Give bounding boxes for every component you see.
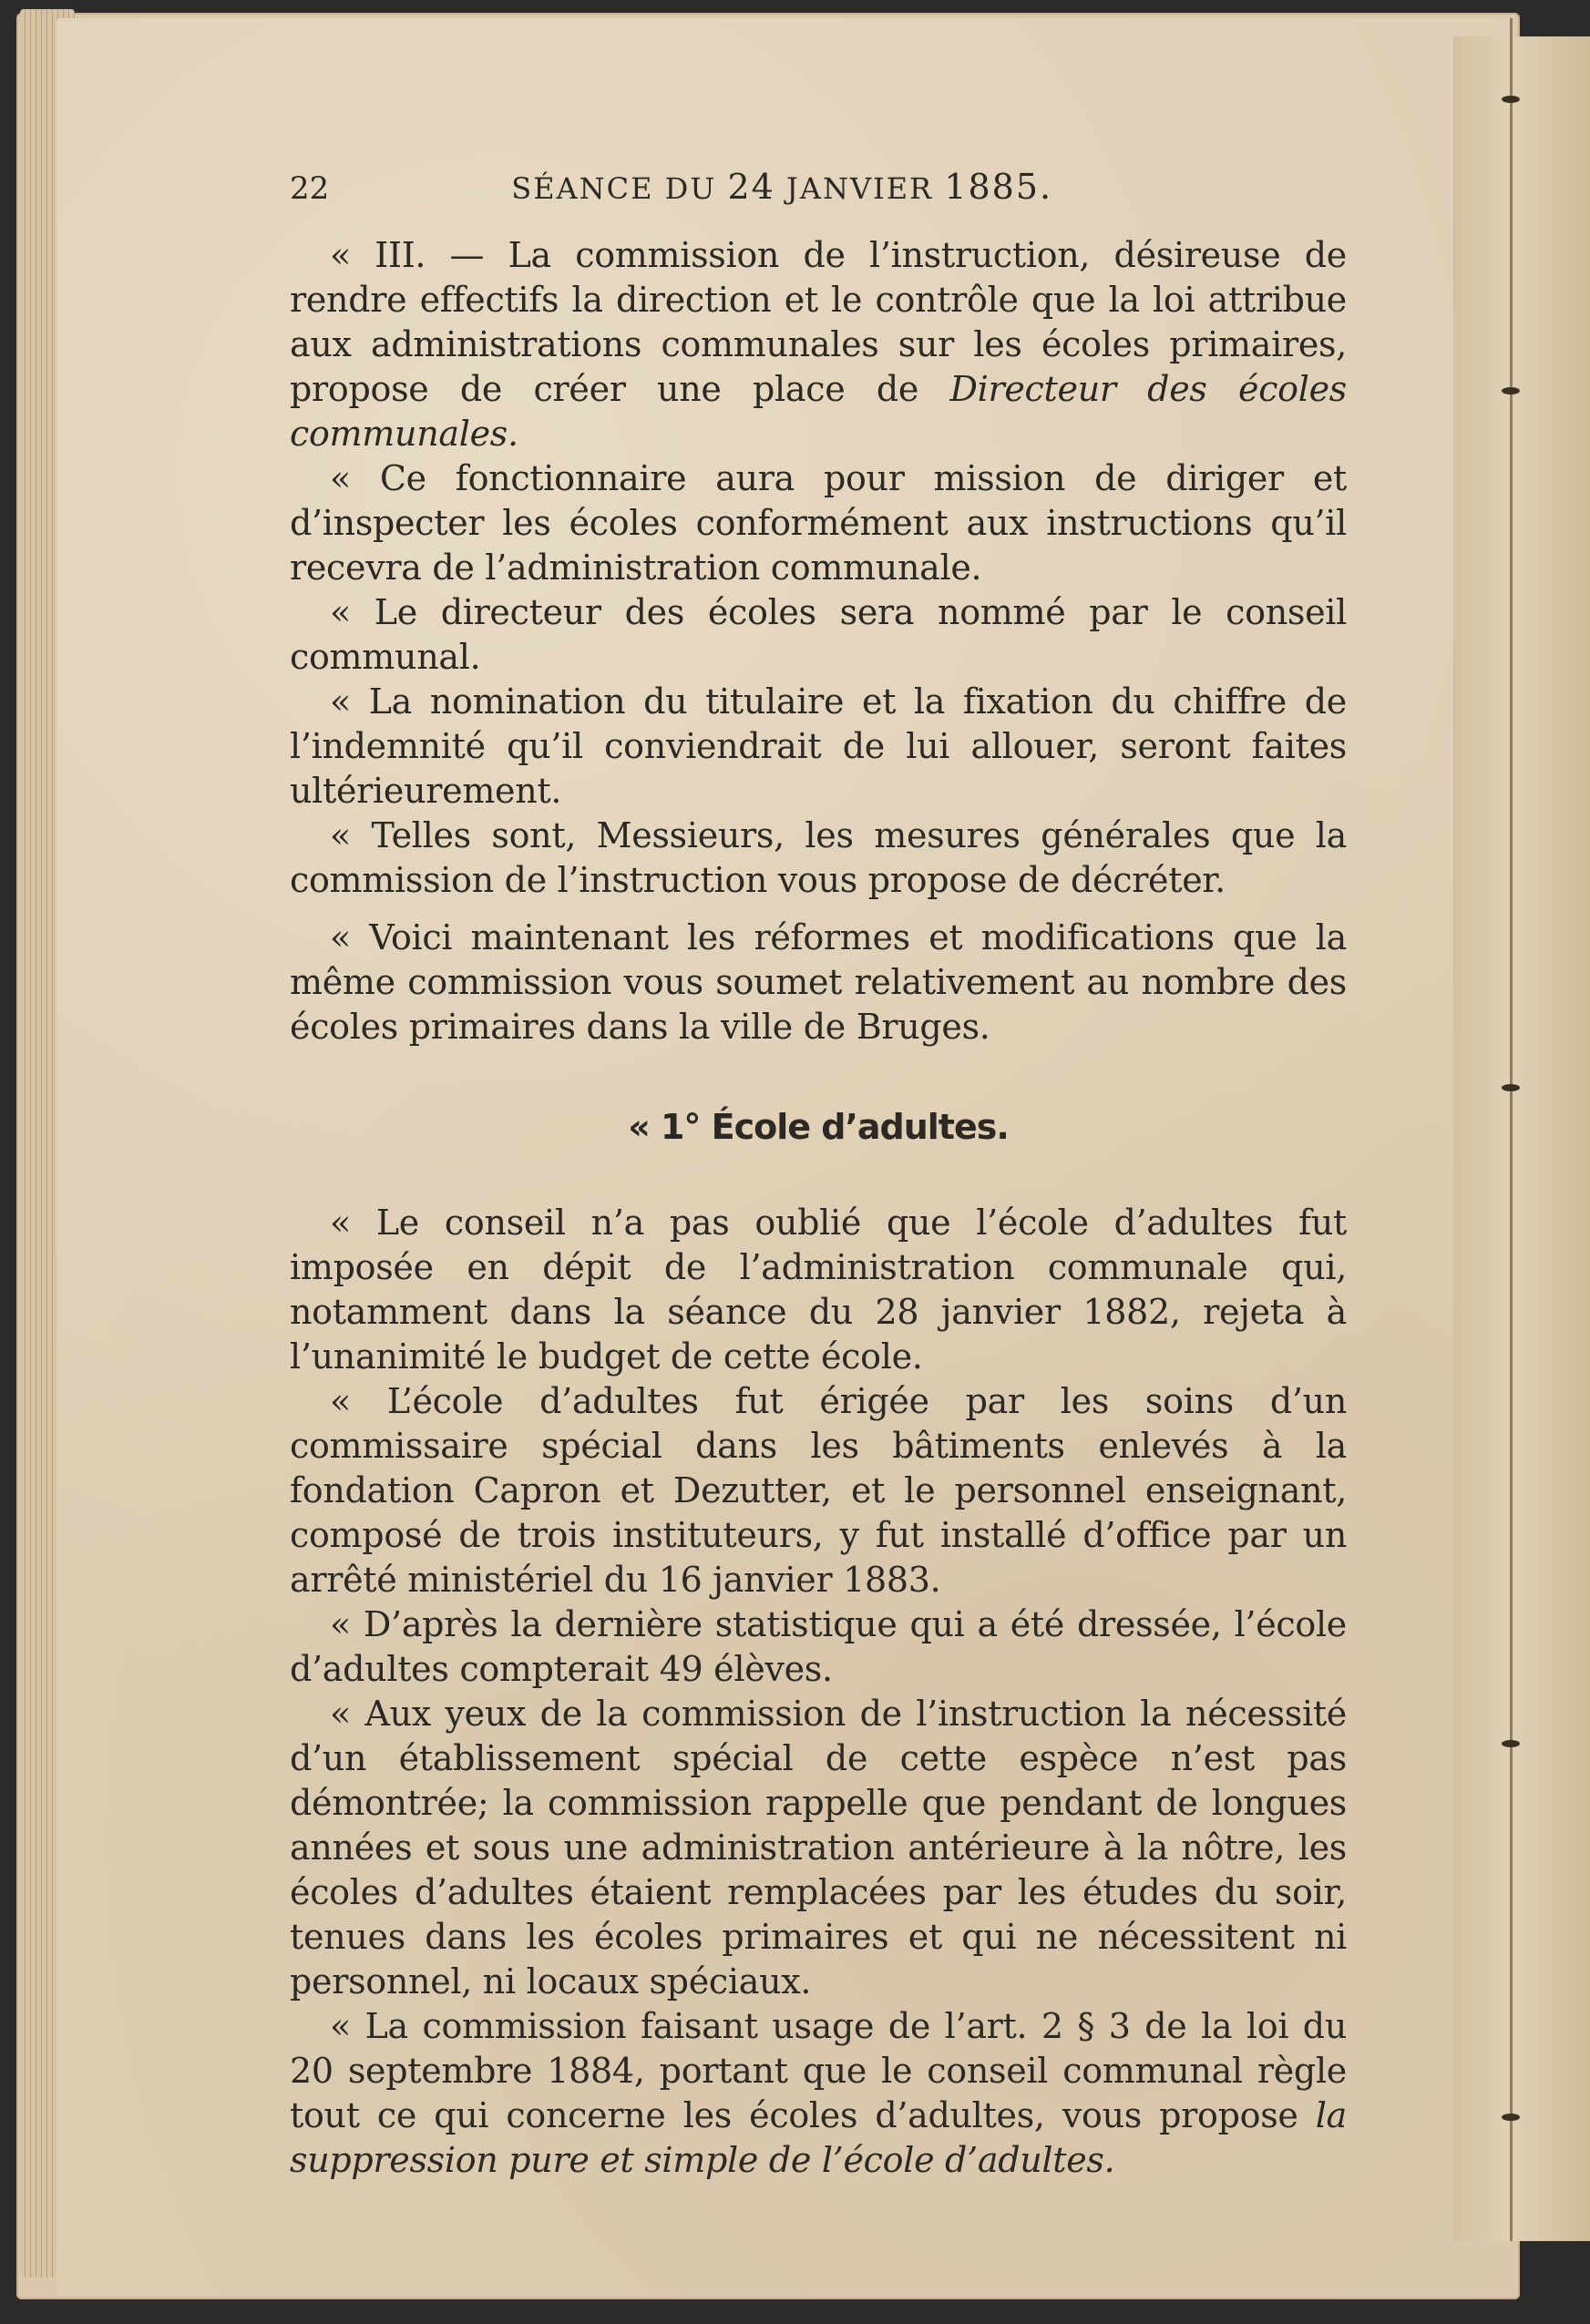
- binding-gutter: [1510, 18, 1513, 2241]
- binding-stitch: [1502, 96, 1520, 103]
- page-number: 22: [290, 170, 330, 207]
- italic-emphasis: Directeur des écoles communales.: [290, 369, 1347, 454]
- binding-stitch: [1502, 387, 1520, 394]
- paragraph-text: « Voici maintenant les réformes et modifications que la même commission vous soumet relativement au nombre des écoles primaires dans la ville de Bruges.: [290, 917, 1347, 1047]
- paragraph: [290, 1379, 1347, 1602]
- running-title: [511, 164, 1052, 211]
- paragraph-text: « Aux yeux de la commission de l’instruction la nécessité d’un établissement spécial de cette espèce n’est pas démontrée; la commission rappelle que pendant de longues années et sous une administration antérieure à la nôtre, les écoles d’adultes étaient remplacées par les études du soir, tenues dans les écoles primaires et qui ne nécessitent ni personnel, ni locaux spéciaux.: [290, 1694, 1347, 2002]
- running-title-month: JANVIER: [774, 171, 945, 206]
- paragraph: [290, 456, 1347, 590]
- paragraph: [290, 1692, 1347, 2004]
- page-content: [290, 164, 1347, 2183]
- paragraph-text: « La nomination du titulaire et la fixation du chiffre de l’indemnité qu’il conviendrait de lui allouer, seront faites ultérieurement.: [290, 681, 1347, 811]
- paragraph-text: « III. — La commission de l’instruction, désireuse de rendre effectifs la direction et le contrôle que la loi attribue aux administrations communales sur les écoles primaires, propose de créer une place de: [290, 235, 1347, 409]
- text-block-part2: [290, 1201, 1347, 2183]
- paragraph-text: « Telles sont, Messieurs, les mesures générales que la commission de l’instruction vous propose de décréter.: [290, 815, 1347, 900]
- running-title-year: 1885.: [944, 167, 1053, 207]
- paragraph: [290, 2004, 1347, 2183]
- paragraph-text: « Le conseil n’a pas oublié que l’école d’adultes fut imposée en dépit de l’administration communale qui, notamment dans la séance du 28 janvier 1882, rejeta à l’unanimité le budget de cette école.: [290, 1203, 1347, 1377]
- paragraph: [290, 916, 1347, 1049]
- facing-page-edge: [1453, 36, 1590, 2241]
- paragraph: [290, 1602, 1347, 1692]
- italic-emphasis: la suppression pure et simple de l’école d’adultes.: [290, 2095, 1347, 2180]
- paragraph: [290, 680, 1347, 814]
- paragraph: [290, 814, 1347, 903]
- binding-stitch: [1502, 1740, 1520, 1747]
- paragraph-text: « Le directeur des écoles sera nommé par le conseil communal.: [290, 592, 1347, 677]
- binding-stitch: [1502, 1084, 1520, 1091]
- paragraph: [290, 1201, 1347, 1379]
- binding-stitch: [1502, 2114, 1520, 2121]
- section-heading: « 1° École d’adultes.: [628, 1107, 1009, 1147]
- paragraph-text: « La commission faisant usage de l’art. 2 § 3 de la loi du 20 septembre 1884, portant que le conseil communal règle tout ce qui concerne les écoles d’adultes, vous propose: [290, 2006, 1347, 2135]
- running-head: [290, 164, 1347, 211]
- paragraph: [290, 233, 1347, 456]
- text-block-part1: [290, 233, 1347, 1049]
- paragraph-text: « D’après la dernière statistique qui a été dressée, l’école d’adultes compterait 49 élèves.: [290, 1604, 1347, 1689]
- paragraph: [290, 590, 1347, 680]
- running-title-prefix: SÉANCE DU: [511, 171, 728, 206]
- running-title-day: 24: [727, 167, 775, 207]
- paragraph-text: « Ce fonctionnaire aura pour mission de diriger et d’inspecter les écoles conformément aux instructions qu’il recevra de l’administration communale.: [290, 458, 1347, 588]
- paragraph-text: « L’école d’adultes fut érigée par les soins d’un commissaire spécial dans les bâtiments enlevés à la fondation Capron et Dezutter, et le personnel enseignant, composé de trois instituteurs, y fut installé d’office par un arrêté ministériel du 16 janvier 1883.: [290, 1381, 1347, 1600]
